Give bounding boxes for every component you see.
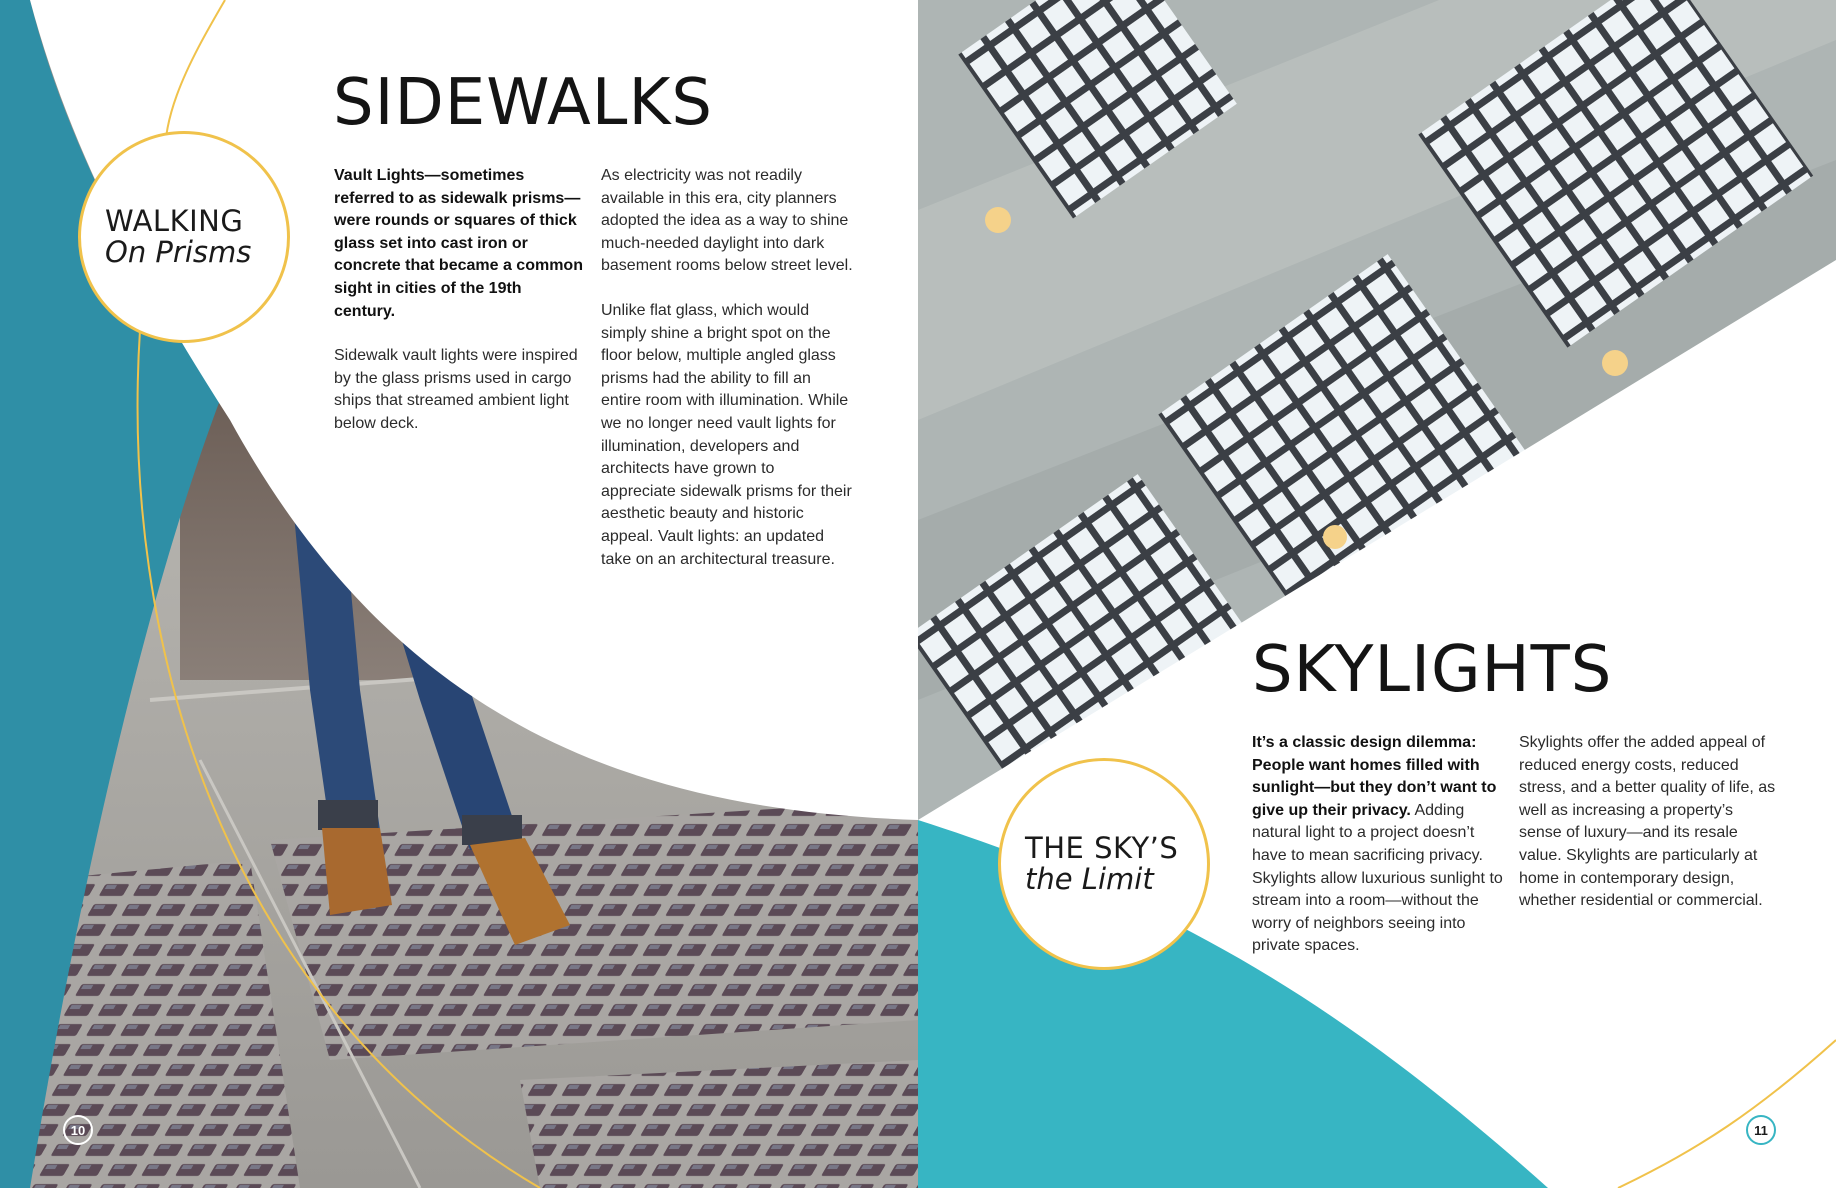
- walking-on-prisms-badge: [78, 131, 290, 343]
- skylights-title: SKYLIGHTS: [1252, 633, 1613, 707]
- sidewalks-paragraph-3: As electricity was not readily available in this era, city planners adopted the idea as a way to shine much-needed daylight into dark basement rooms below street level.: [601, 167, 853, 275]
- badge-line1: THE SKY’S: [1025, 831, 1179, 865]
- right-page: [918, 0, 1836, 1188]
- skylights-column-1: [1252, 732, 1506, 980]
- page-number-10: 10: [63, 1115, 93, 1145]
- skys-the-limit-badge: [998, 758, 1210, 970]
- skylights-paragraph-2: Skylights offer the added appeal of reduced energy costs, reduced stress, and a better quality of life, as well as increasing a property’s sense of luxury—and its resale value. Skylights are particularly at home in contemporary design, whether residential or commercial.: [1519, 734, 1776, 910]
- page-number-11: 11: [1746, 1115, 1776, 1145]
- sidewalks-lead-paragraph: Vault Lights—sometimes referred to as sidewalk prisms—were rounds or squares of thick glass set into cast iron or concrete that became a common sight in cities of the 19th century.: [334, 167, 583, 320]
- sidewalks-paragraph-2: Sidewalk vault lights were inspired by the glass prisms used in cargo ships that streamed ambient light below deck.: [334, 347, 578, 432]
- skylights-paragraph-1: It’s a classic design dilemma: People want homes filled with sunlight—but they don’t want to give up their privacy. Adding natural light to a project doesn’t have to mean sacrificing privacy. Skylights allow luxurious sunlight to stream into a room—without the worry of neighbors seeing into private spaces.: [1252, 734, 1503, 955]
- sidewalks-column-1: [334, 165, 584, 458]
- sidewalks-title: SIDEWALKS: [333, 66, 714, 140]
- sidewalks-column-2: [601, 165, 853, 593]
- badge-line2: On Prisms: [105, 235, 252, 269]
- skylight-photo-illustration: [918, 0, 1836, 1188]
- badge-line2: the Limit: [1025, 862, 1154, 896]
- sidewalks-paragraph-4: Unlike flat glass, which would simply shine a bright spot on the floor below, multiple angled glass prisms had the ability to fill an entire room with illumination. While we no longer need vault lights for illumination, developers and architects have grown to appreciate sidewalk prisms for their aesthetic beauty and historic appeal. Vault lights: an updated take on an architectural treasure.: [601, 301, 852, 568]
- badge-line1: WALKING: [105, 204, 244, 238]
- skylights-column-2: [1519, 732, 1777, 935]
